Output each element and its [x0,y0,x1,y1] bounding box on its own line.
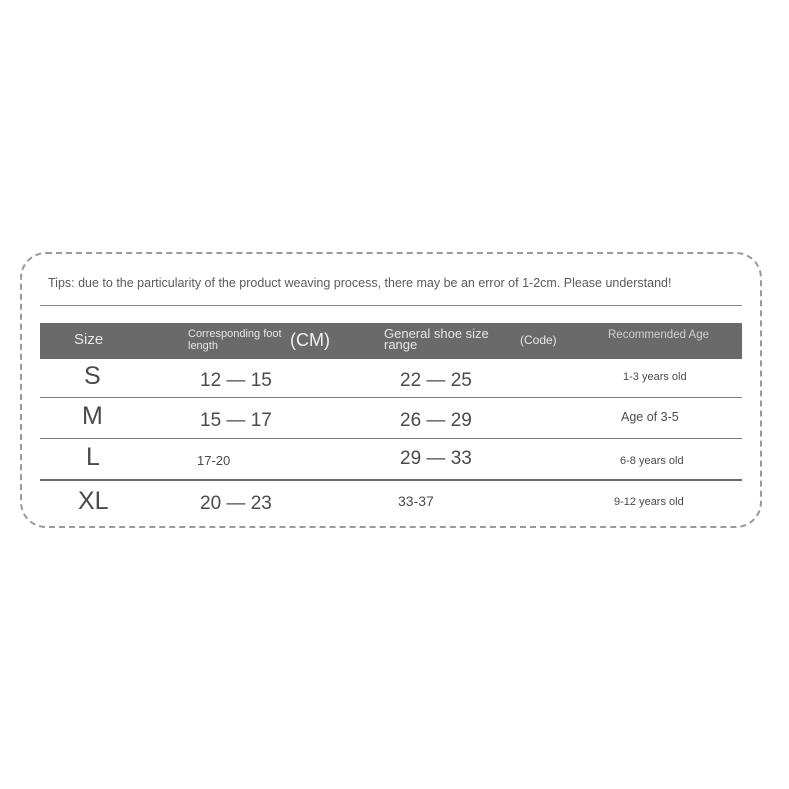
row-shoe-size: 22 — 25 [400,370,472,391]
row-size: XL [78,487,109,515]
row-age: Age of 3-5 [621,410,679,424]
row-foot-length: 20 — 23 [200,493,272,514]
row-shoe-size: 26 — 29 [400,410,472,431]
row-foot-length: 17-20 [197,453,231,468]
row-age: 6-8 years old [620,455,684,467]
header-cm-unit: (CM) [290,330,330,350]
table-row [40,439,742,479]
header-shoe-size: General shoe size range [384,326,489,352]
header-recommended-age: Recommended Age [608,329,710,341]
header-size: Size [74,331,104,348]
row-age: 1-3 years old [623,371,687,383]
table-row [40,481,742,521]
tips-divider [40,305,742,306]
row-size: M [82,402,103,430]
table-row [40,398,742,438]
table-row [40,359,742,399]
row-foot-length: 12 — 15 [200,370,272,391]
row-shoe-size: 33-37 [398,493,434,509]
tips-text: Tips: due to the particularity of the product weaving process, there may be an error of 1-2cm. Please understand! [48,276,672,290]
header-foot-length: Corresponding foot length [188,328,282,352]
table-header [40,323,742,359]
row-shoe-size: 29 — 33 [400,448,472,469]
header-code-unit: (Code) [520,333,557,347]
row-size: L [86,443,100,471]
row-foot-length: 15 — 17 [200,410,272,431]
row-age: 9-12 years old [614,496,684,508]
row-size: S [84,362,101,390]
